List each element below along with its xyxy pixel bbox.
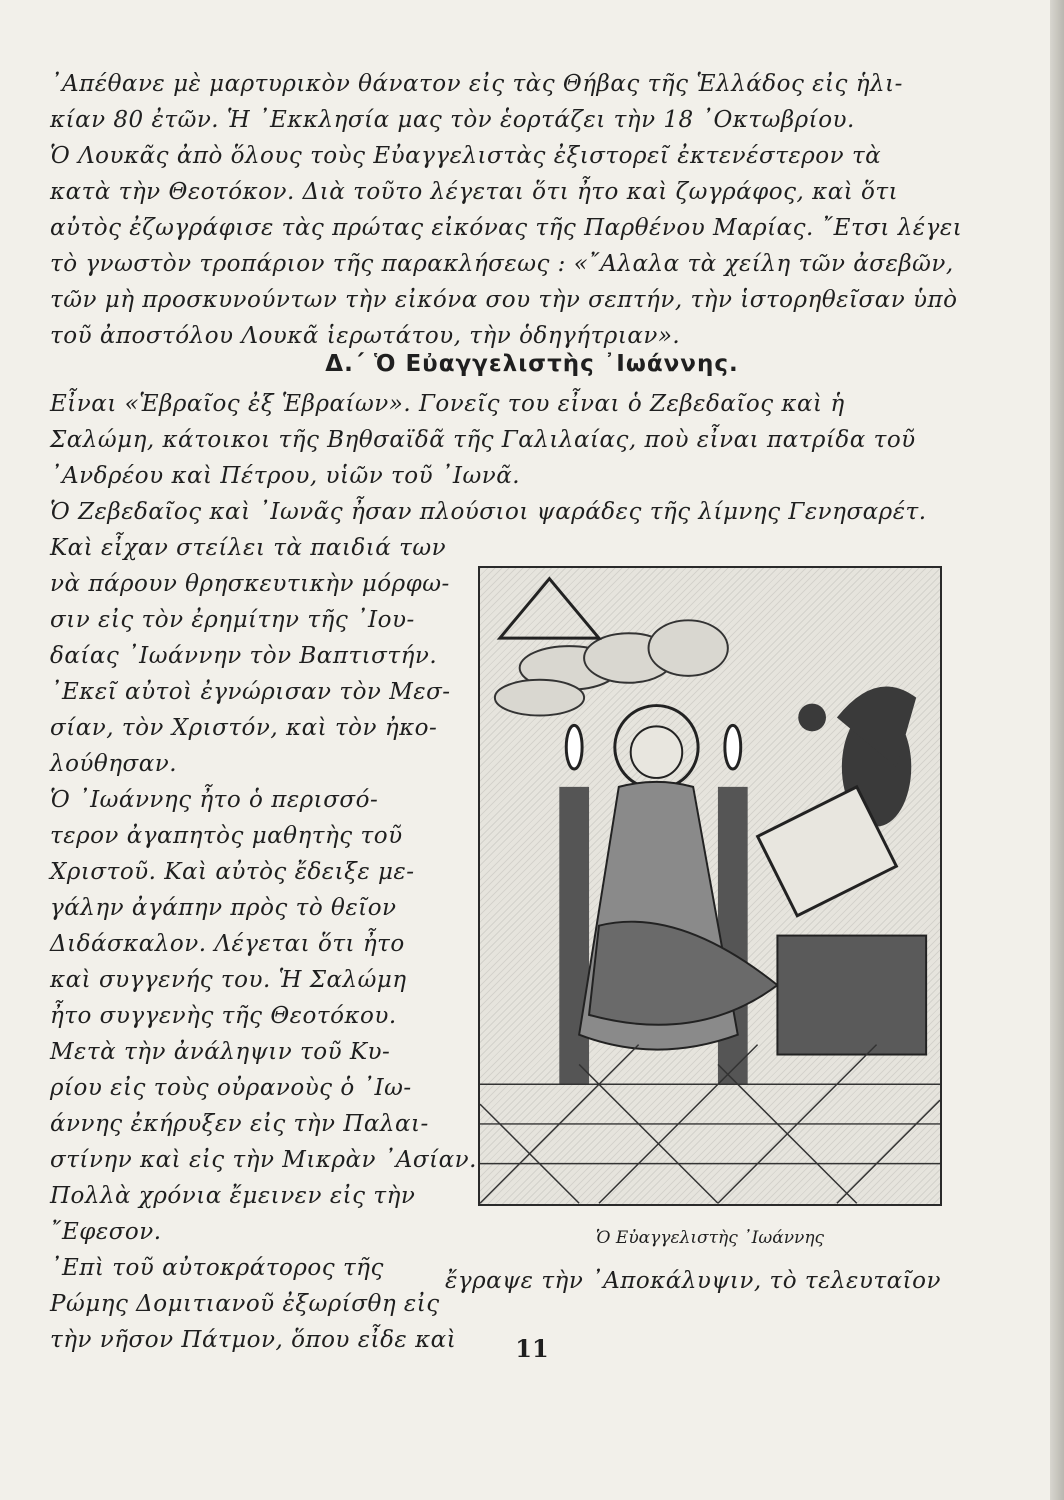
text-line: Ρώμης Δομιτιανοῦ ἐξωρίσθη εἰς xyxy=(50,1291,440,1317)
text-line: Εἶναι «Ἑβραῖος ἐξ Ἑβραίων». Γονεῖς του εἶναι ὁ Ζεβεδαῖος καὶ ἡ xyxy=(50,391,845,417)
text-line: δαίας ᾿Ιωάννην τὸν Βαπτιστήν. xyxy=(50,643,438,669)
text-line: καὶ συγγενής του. Ἡ Σαλώμη xyxy=(50,967,407,993)
text-line: άννης ἐκήρυξεν εἰς τὴν Παλαι- xyxy=(50,1111,429,1137)
text-line: τοῦ ἀποστόλου Λουκᾶ ἱερωτάτου, τὴν ὁδηγήτριαν». xyxy=(50,323,681,349)
text-line: τὴν νῆσον Πάτμον, ὅπου εἶδε καὶ xyxy=(50,1327,457,1353)
text-line: Ὁ Ζεβεδαῖος καὶ ᾿Ιωνᾶς ἦσαν πλούσιοι ψαράδες τῆς λίμνης Γενησαρέτ. xyxy=(50,499,927,525)
evangelist-john-illustration xyxy=(478,566,942,1206)
text-line: νὰ πάρουν θρησκευτικὴν μόρφω- xyxy=(50,571,450,597)
text-line: τὸ γνωστὸν τροπάριον τῆς παρακλήσεως : «῎Αλαλα τὰ χείλη τῶν ἀσεβῶν, xyxy=(50,251,954,277)
text-line: ἦτο συγγενὴς τῆς Θεοτόκου. xyxy=(50,1003,397,1029)
text-line: ᾿Απέθανε μὲ μαρτυρικὸν θάνατον εἰς τὰς Θήβας τῆς Ἑλλάδος εἰς ἡλι- xyxy=(50,71,903,97)
engraving-drawing xyxy=(480,568,940,1204)
continuation-line: ἔγραψε τὴν ᾿Αποκάλυψιν, τὸ τελευταῖον xyxy=(445,1268,941,1294)
john-paragraph xyxy=(50,386,950,530)
text-line: Διδάσκαλον. Λέγεται ὅτι ἦτο xyxy=(50,931,405,957)
figure-caption: Ὁ Εὐαγγελιστὴς ᾿Ιωάννης xyxy=(595,1228,825,1248)
text-line: Μετὰ τὴν ἀνάληψιν τοῦ Κυ- xyxy=(50,1039,391,1065)
column-text xyxy=(50,530,477,1358)
page-edge xyxy=(1050,0,1064,1500)
text-line: σίαν, τὸν Χριστόν, καὶ τὸν ἠκο- xyxy=(50,715,438,741)
text-line: στίνην καὶ εἰς τὴν Μικρὰν ᾿Ασίαν. xyxy=(50,1147,477,1173)
text-line: ᾿Εκεῖ αὐτοὶ ἐγνώρισαν τὸν Μεσ- xyxy=(50,679,451,705)
text-line: Ὁ ᾿Ιωάννης ἦτο ὁ περισσό- xyxy=(50,787,379,813)
text-line: τερον ἀγαπητὸς μαθητὴς τοῦ xyxy=(50,823,403,849)
text-line: γάλην ἀγάπην πρὸς τὸ θεῖον xyxy=(50,895,397,921)
text-line: ῎Εφεσον. xyxy=(50,1219,162,1245)
text-line: Σαλώμη, κάτοικοι τῆς Βηθσαϊδᾶ τῆς Γαλιλαίας, ποὺ εἶναι πατρίδα τοῦ xyxy=(50,427,916,453)
text-line: κατὰ τὴν Θεοτόκον. Διὰ τοῦτο λέγεται ὅτι ἦτο καὶ ζωγράφος, καὶ ὅτι xyxy=(50,179,899,205)
text-line: Πολλὰ χρόνια ἔμεινεν εἰς τὴν xyxy=(50,1183,416,1209)
text-line: Ὁ Λουκᾶς ἀπὸ ὅλους τοὺς Εὐαγγελιστὰς ἐξιστορεῖ ἐκτενέστερον τὰ xyxy=(50,143,882,169)
text-line: ᾿Ανδρέου καὶ Πέτρου, υἱῶν τοῦ ᾿Ιωνᾶ. xyxy=(50,463,521,489)
text-line: τῶν μὴ προσκυνούντων τὴν εἰκόνα σου τὴν σεπτήν, τὴν ἱστορηθεῖσαν ὑπὸ xyxy=(50,287,958,313)
text-line: ρίου εἰς τοὺς οὐρανοὺς ὁ ᾿Ιω- xyxy=(50,1075,412,1101)
text-line: Χριστοῦ. Καὶ αὐτὸς ἔδειξε με- xyxy=(50,859,415,885)
section-heading: Δ.΄ Ὁ Εὐαγγελιστὴς ᾿Ιωάννης. xyxy=(325,351,739,377)
text-line: λούθησαν. xyxy=(50,751,178,777)
intro-paragraph xyxy=(50,66,963,354)
text-line: αὐτὸς ἐζωγράφισε τὰς πρώτας εἰκόνας τῆς Παρθένου Μαρίας. ῎Ετσι λέγει xyxy=(50,215,963,241)
text-line: σιν εἰς τὸν ἐρημίτην τῆς ᾿Ιου- xyxy=(50,607,415,633)
text-line: Καὶ εἶχαν στείλει τὰ παιδιά των xyxy=(50,535,447,561)
page-number: 11 xyxy=(515,1334,549,1363)
text-line: κίαν 80 ἐτῶν. Ἡ ᾿Εκκλησία μας τὸν ἑορτάζει τὴν 18 ᾿Οκτωβρίου. xyxy=(50,107,855,133)
text-line: ᾿Επὶ τοῦ αὐτοκράτορος τῆς xyxy=(50,1255,384,1281)
